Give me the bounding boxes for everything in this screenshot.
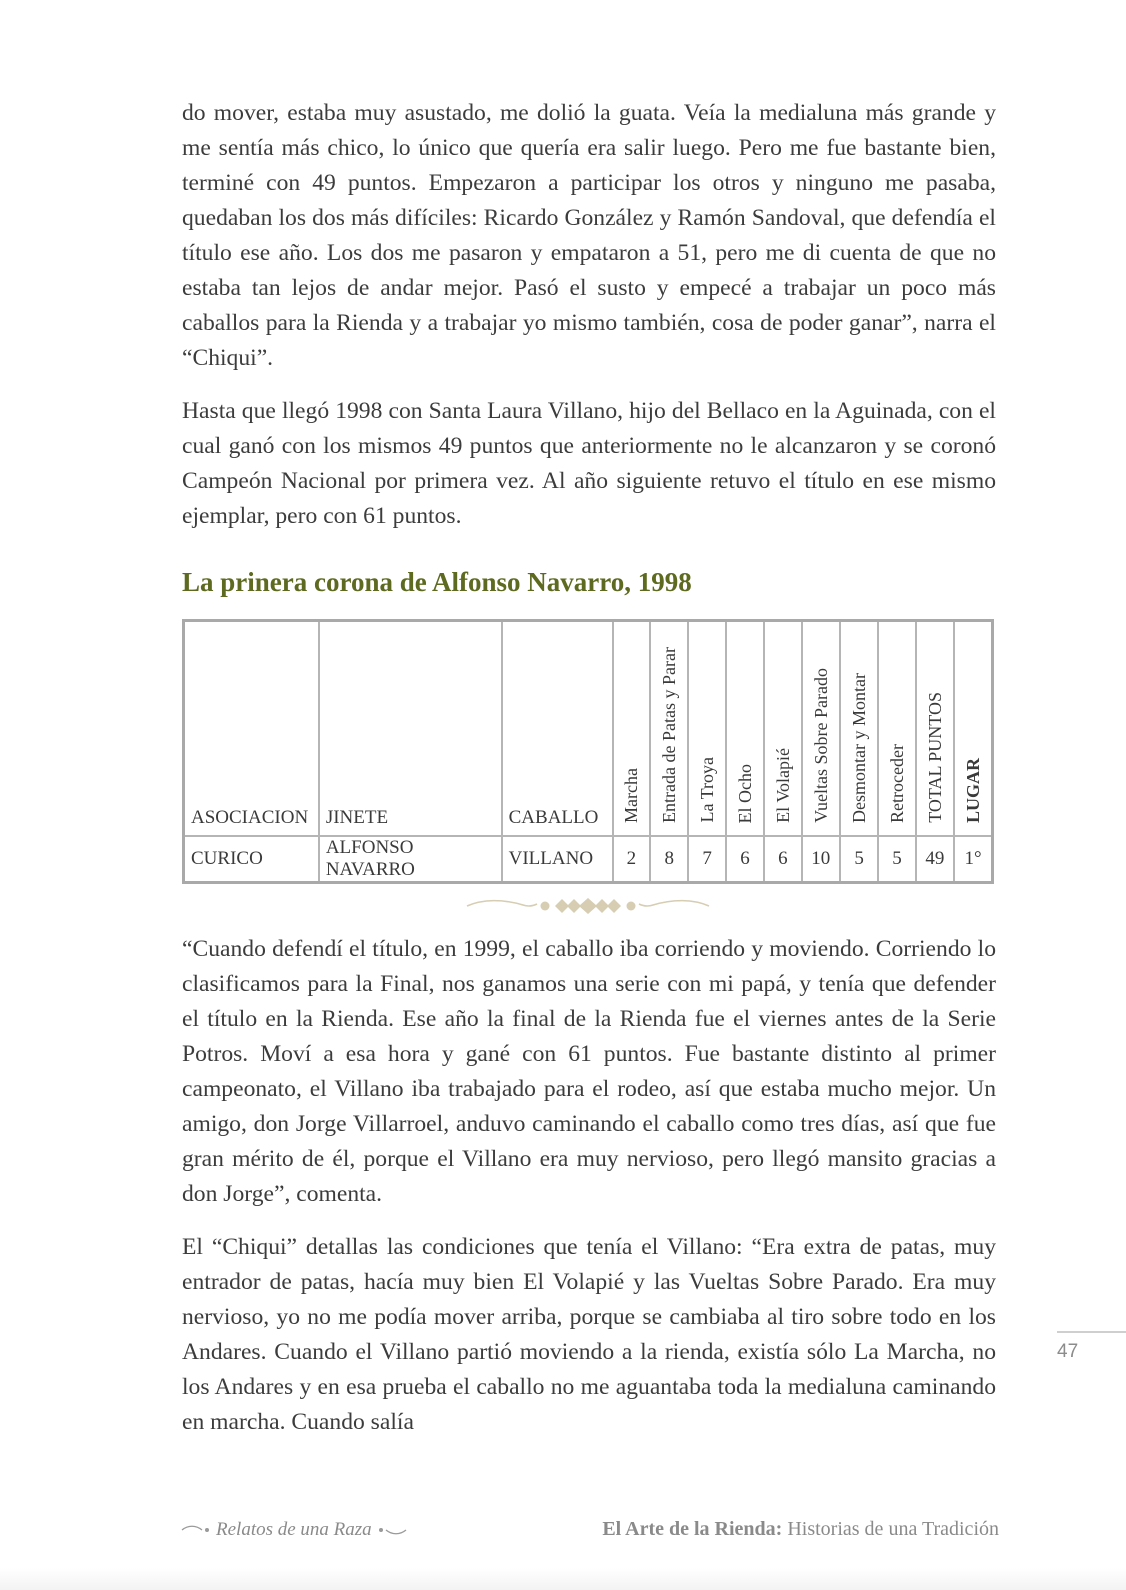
cell-lugar: 1°	[954, 836, 992, 883]
page-number: 47	[1057, 1341, 1079, 1362]
body-text-bottom	[182, 932, 996, 1440]
cell-total: 49	[916, 836, 954, 883]
table-header-row	[184, 621, 993, 837]
header-marcha	[613, 621, 650, 837]
header-label: Marcha	[621, 768, 642, 823]
cell-asociacion: CURICO	[184, 836, 319, 883]
footer-book-series: Relatos de una Raza	[216, 1519, 372, 1540]
header-label: TOTAL PUNTOS	[924, 692, 945, 823]
header-label: La Troya	[697, 757, 718, 823]
cell-vueltas: 10	[802, 836, 840, 883]
results-table	[182, 619, 994, 884]
paragraph: do mover, estaba muy asustado, me dolió la guata. Veía la medialuna más grande y me sentía más chico, lo único que quería era salir luego. Pero me fue bastante bien, terminé con 49 puntos. Empezaron a participar los otros y ninguno me pasaba, quedaban los dos más difíciles: Ricardo González y Ramón Sandoval, que defendía el título ese año. Los dos me pasaron y empataron a 51, pero me di cuenta de que no estaba tan lejos de andar mejor. Pasó el susto y empecé a trabajar un poco más caballos para la Rienda y a trabajar yo mismo también, cosa de poder ganar”, narra el “Chiqui”.	[182, 100, 996, 371]
cell-ocho: 6	[726, 836, 764, 883]
header-caballo: CABALLO	[502, 621, 613, 837]
paragraph: Hasta que llegó 1998 con Santa Laura Villano, hijo del Bellaco en la Aguinada, con el cual ganó con los mismos 49 puntos que anteriormente no le alcanzaron y se coronó Campeón Nacional por primera vez. Al año siguiente retuvo el título en ese mismo ejemplar, pero con 61 puntos.	[182, 398, 996, 529]
header-volapie	[764, 621, 801, 837]
header-label: Desmontar y Montar	[849, 673, 870, 823]
section-title: La prinera corona de Alfonso Navarro, 1998	[182, 567, 692, 597]
header-jinete: JINETE	[319, 621, 502, 837]
flourish-left-icon	[180, 1524, 210, 1536]
page-number-rule	[1057, 1331, 1126, 1333]
cell-volapie: 6	[764, 836, 801, 883]
footer-book-title: El Arte de la Rienda:	[602, 1518, 783, 1540]
header-label: Retroceder	[886, 744, 907, 823]
header-vueltas	[802, 621, 840, 837]
cell-retroceder: 5	[878, 836, 915, 883]
header-troya	[688, 621, 725, 837]
cell-desmontar: 5	[840, 836, 878, 883]
header-label: Vueltas Sobre Parado	[810, 668, 831, 823]
page-bottom-shade	[0, 1568, 1126, 1590]
flourish-right-icon	[378, 1524, 408, 1536]
header-ocho	[726, 621, 764, 837]
header-label: El Volapié	[772, 748, 793, 823]
header-label: Entrada de Patas y Parar	[659, 647, 680, 823]
footer-left	[180, 1519, 408, 1541]
footer-book-subtitle: Historias de una Tradición	[782, 1518, 999, 1540]
cell-caballo: VILLANO	[502, 836, 613, 883]
header-entrada	[650, 621, 688, 837]
header-total	[916, 621, 954, 837]
cell-troya: 7	[688, 836, 725, 883]
header-desmontar	[840, 621, 878, 837]
paragraph: “Cuando defendí el título, en 1999, el caballo iba corriendo y moviendo. Corriendo lo clasificamos para la Final, nos ganamos una serie con mi papá, y tenía que defender el título en la Rienda. Ese año la final de la Rienda fue el viernes antes de la Serie Potros. Moví a esa hora y gané con 61 puntos. Fue bastante distinto al primer campeonato, el Villano iba trabajado para el rodeo, así que estaba mucho mejor. Un amigo, don Jorge Villarroel, anduvo caminando el caballo como tres días, así que fue gran mérito de él, porque el Villano era muy nervioso, pero llegó mansito gracias a don Jorge”, comenta.	[182, 936, 996, 1207]
body-text-top	[182, 96, 996, 534]
header-asociacion: ASOCIACION	[184, 621, 319, 837]
cell-entrada: 8	[650, 836, 688, 883]
table-row	[184, 836, 993, 883]
header-lugar	[954, 621, 992, 837]
ornament-divider-icon	[463, 893, 713, 919]
cell-jinete: ALFONSO NAVARRO	[319, 836, 502, 883]
header-label: El Ocho	[735, 763, 755, 823]
paragraph: El “Chiqui” detallas las condiciones que tenía el Villano: “Era extra de patas, muy entrador de patas, hacía muy bien El Volapié y las Vueltas Sobre Parado. Era muy nervioso, yo no me podía mover arriba, porque se cambiaba al tiro sobre todo en los Andares. Cuando el Villano partió moviendo a la rienda, existía sólo La Marcha, no los Andares y en esa prueba el caballo no me aguantaba toda la medialuna caminando en marcha. Cuando salía	[182, 1234, 996, 1435]
header-retroceder	[878, 621, 915, 837]
footer-right	[602, 1518, 999, 1541]
cell-marcha: 2	[613, 836, 650, 883]
header-label: LUGAR	[963, 757, 984, 823]
